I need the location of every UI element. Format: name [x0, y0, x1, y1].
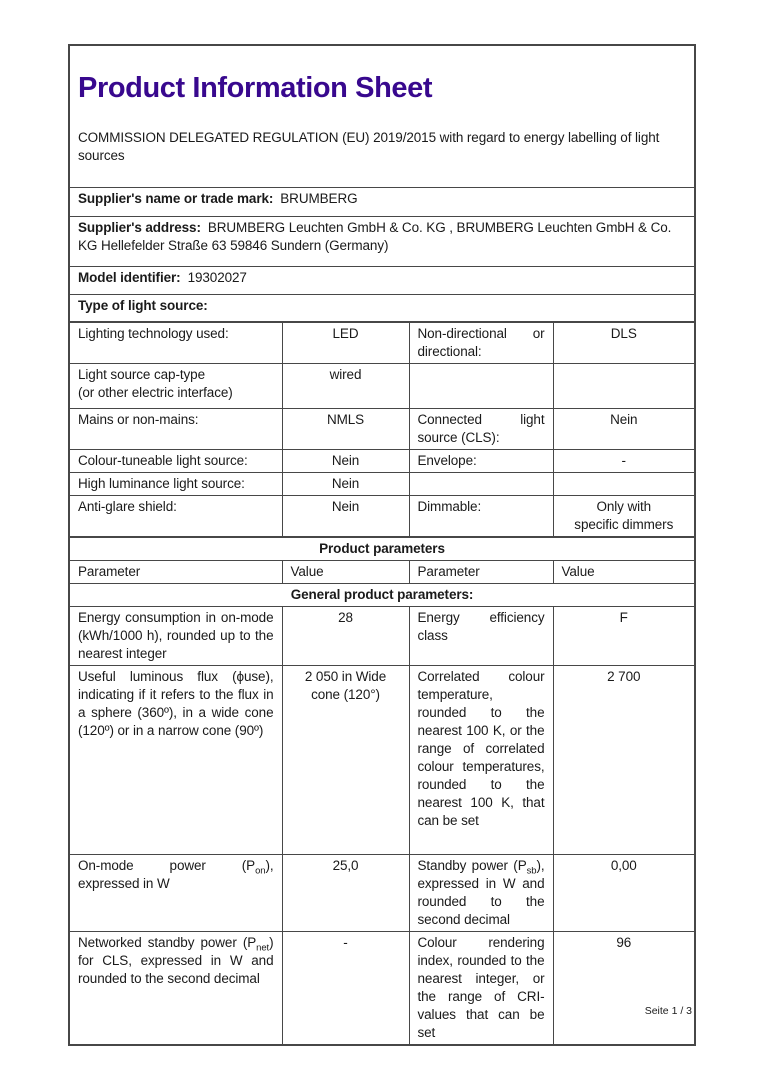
value-cell: Only with specific dimmers — [553, 495, 695, 537]
column-header-row — [69, 560, 695, 583]
parameter-cell: Networked standby power $(P_{net})$ for CLS, expressed in W and rounded to the second decimal — [69, 931, 282, 1045]
model-identifier-row — [69, 267, 695, 295]
parameter-cell: Colour-tuneable light source: — [69, 449, 282, 472]
column-header: Parameter — [69, 560, 282, 583]
table-row — [69, 322, 695, 364]
supplier-address-value: BRUMBERG Leuchten GmbH & Co. KG , BRUMBERG Leuchten GmbH & Co. KG Hellefelder Straße 63 59846 Sundern (Germany) — [78, 220, 672, 253]
parameter-cell — [409, 472, 553, 495]
value-cell: LED — [282, 322, 409, 364]
parameter-cell: Colour rendering index, rounded to the nearest integer, or the range of CRI-values that can be set — [409, 931, 553, 1045]
value-cell — [553, 472, 695, 495]
type-of-light-source-label: Type of light source: — [69, 295, 695, 322]
supplier-address-label: Supplier's address: — [78, 220, 201, 235]
parameter-cell: Dimmable: — [409, 495, 553, 537]
table-row — [69, 472, 695, 495]
parameter-cell: Standby power $(P_{sb})$, expressed in W and rounded to the second decimal — [409, 854, 553, 931]
value-cell: Nein — [282, 449, 409, 472]
parameter-cell: Mains or non-mains: — [69, 408, 282, 449]
value-cell: 2 050 in Wide cone (120°) — [282, 665, 409, 854]
table-row — [69, 408, 695, 449]
value-cell: 0,00 — [553, 854, 695, 931]
parameter-cell: Anti-glare shield: — [69, 495, 282, 537]
table-row — [69, 665, 695, 854]
value-cell: 25,0 — [282, 854, 409, 931]
value-cell: F — [553, 606, 695, 665]
table-row — [69, 449, 695, 472]
parameter-cell: On-mode power $(P_{on})$, expressed in W — [69, 854, 282, 931]
supplier-address-row — [69, 217, 695, 267]
value-cell: wired — [282, 363, 409, 408]
table-row — [69, 854, 695, 931]
column-header: Value — [282, 560, 409, 583]
value-cell: Nein — [553, 408, 695, 449]
product-info-table — [68, 44, 696, 1046]
table-row — [69, 495, 695, 537]
parameter-cell: Energy consumption in on-mode (kWh/1000 h), rounded up to the nearest integer — [69, 606, 282, 665]
product-parameters-heading: Product parameters — [69, 537, 695, 561]
value-cell: 96 — [553, 931, 695, 1045]
parameter-cell: Energy efficiency class — [409, 606, 553, 665]
general-parameters-heading: General product parameters: — [69, 583, 695, 606]
section-header-row — [69, 537, 695, 561]
page-title: Product Information Sheet — [78, 72, 433, 104]
page-number: Seite 1 / 3 — [644, 1005, 692, 1017]
supplier-address-cell — [69, 217, 695, 267]
parameter-cell: Lighting technology used: — [69, 322, 282, 364]
value-cell: NMLS — [282, 408, 409, 449]
column-header: Parameter — [409, 560, 553, 583]
value-cell: Nein — [282, 495, 409, 537]
supplier-name-row — [69, 188, 695, 217]
value-cell: DLS — [553, 322, 695, 364]
parameter-cell: Non-directional or directional: — [409, 322, 553, 364]
column-header: Value — [553, 560, 695, 583]
model-identifier-value: 19302027 — [187, 270, 247, 285]
value-cell — [553, 363, 695, 408]
type-of-light-source-row — [69, 295, 695, 322]
table-row — [69, 363, 695, 408]
value-cell: 2 700 — [553, 665, 695, 854]
supplier-name-label: Supplier's name or trade mark: — [78, 191, 274, 206]
table-row — [69, 606, 695, 665]
parameter-cell: Useful luminous flux (ϕuse), indicating if it refers to the flux in a sphere (360º), in a wide cone (120º) or in a narrow cone (90º) — [69, 665, 282, 854]
parameter-cell: Connected light source (CLS): — [409, 408, 553, 449]
model-identifier-cell — [69, 267, 695, 295]
value-cell: - — [553, 449, 695, 472]
parameter-cell: High luminance light source: — [69, 472, 282, 495]
subsection-header-row — [69, 583, 695, 606]
table-row — [69, 931, 695, 1045]
parameter-cell: Correlated colour temperature, rounded to the nearest 100 K, or the range of correlated colour temperatures, rounded to the nearest 100 K, that can be set — [409, 665, 553, 854]
supplier-name-value: BRUMBERG — [280, 191, 358, 206]
supplier-name-cell — [69, 188, 695, 217]
regulation-text: COMMISSION DELEGATED REGULATION (EU) 2019/2015 with regard to energy labelling of light sources — [78, 130, 660, 163]
header-cell — [69, 45, 695, 188]
parameter-cell: Light source cap-type (or other electric interface) — [69, 363, 282, 408]
value-cell: 28 — [282, 606, 409, 665]
parameter-cell: Envelope: — [409, 449, 553, 472]
parameter-cell — [409, 363, 553, 408]
model-identifier-label: Model identifier: — [78, 270, 181, 285]
header-row — [69, 45, 695, 188]
value-cell: - — [282, 931, 409, 1045]
value-cell: Nein — [282, 472, 409, 495]
